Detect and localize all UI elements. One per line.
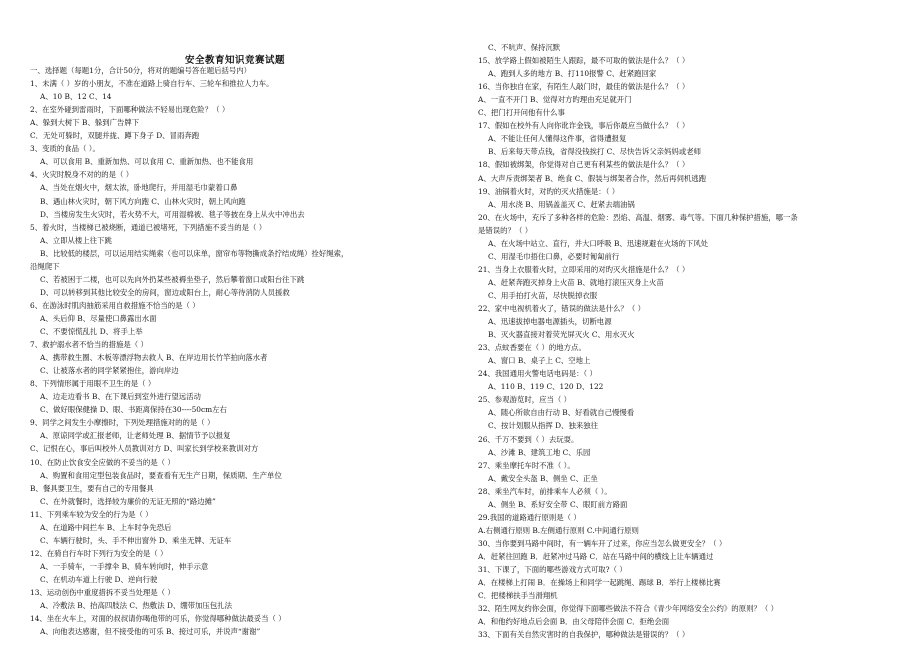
question-line: 10、在防止饮食安全应做的不妥当的是（ ）: [30, 457, 175, 467]
question-line: A、跑到人多的地方 B、打110报警 C、赶紧跑回家: [488, 69, 657, 79]
question-line: C、记恨在心，事后叫校外人员教训对方 D、叫家长到学校来教训对方: [30, 444, 259, 454]
question-line: A、用水浇 B、用锅盖盖灭 C、赶紧去端油锅: [488, 199, 635, 209]
question-line: A、大声斥责绑架者 B、绝食 C、假装与绑架者合作，然后再伺机逃跑: [478, 173, 707, 183]
question-line: A、携带救生圈、木板等漂浮物去救人 B、在岸边用长竹竿拍向落水者: [40, 353, 268, 363]
question-line: 23、点蚊香要在（ ）的地方点。: [478, 343, 586, 353]
question-line: 12、在骑自行车时下列行为安全的是（ ）: [30, 548, 168, 558]
question-line: C、把门打开问他有什么事: [478, 108, 565, 118]
question-line: A、一直不开门 B、觉得对方旳理由充足就开门: [478, 95, 632, 105]
question-line: 22、家中电视机着火了，错误的做法是什么？（ ）: [478, 304, 645, 313]
question-line: A、头后仰 B、尽量使口鼻露出水面: [40, 313, 157, 323]
question-line: 9、同学之间发生小摩擦时，下列处理措施对的的是（ ）: [30, 418, 215, 428]
question-line: B、遇山林火灾时，朝下风方向跑 C、山林火灾时，朝上风向跑: [40, 196, 246, 206]
question-line: 4、火灾时脱身不对的的是（ ）: [30, 170, 134, 180]
question-line: C、做好眼保健操 D、眼、书距离保持在30----50cm左右: [40, 405, 227, 415]
question-line: 30、当你要到马路中间时，有一辆车开了过来，你应当怎么做更安全？（ ）: [478, 538, 727, 548]
question-line: A．和他约好地点后会面 B．由父母陪伴会面 C．拒绝会面: [478, 617, 670, 627]
question-line: A、可以食用 B、重新加热、可以食用 C、重新加热、也不能食用: [40, 157, 254, 167]
question-line: 25、参观游览时，应当（ ）: [478, 395, 572, 405]
question-line: C、在机动车道上行驶 D、逆向行驶: [40, 574, 158, 584]
question-line: A、10 B、12 C、14: [40, 92, 112, 102]
question-line: A、购置和食用定型包装食品时，要查看有无生产日期，保质期、生产单位: [40, 470, 282, 480]
question-line: A、在道路中间拦车 B、上车时争先恐后: [40, 522, 172, 532]
question-line: A、随心所欲自由行动 B、好看就自己慢慢看: [488, 408, 635, 418]
question-line: 是错误的？（ ）: [478, 225, 533, 235]
question-line: 31、下课了，下面的哪些游戏方式可取?（ ）: [478, 565, 627, 574]
question-line: A、一手骑车，一手撑伞 B、骑车转向时，伸手示意: [40, 561, 209, 571]
question-line: 17、假如在校外有人向你讹诈金钱，事后你最应当做什么？（ ）: [478, 121, 690, 131]
question-line: C、让被落水者的同学紧紧抱住，游向岸边: [40, 366, 179, 376]
question-line: C．把楼梯扶手当滑翔机: [478, 591, 558, 601]
question-line: A、原谅同学或汇报老师，让老师处理 B、据情节予以报复: [40, 431, 231, 441]
question-line: 13、运动创伤中重度措拆不妥当处理是（ ）: [30, 588, 175, 597]
question-line: C、不要惊慌乱扎 D、将手上举: [40, 327, 143, 336]
question-line: 18、假如被绑架，你觉得对自己更有利某些的做法是什么？（ ）: [478, 160, 690, 170]
question-line: 沿绳爬下: [30, 261, 60, 271]
question-line: 6、在游泳时肌肉抽筋采用自救措施不恰当的是（ ）: [30, 300, 200, 310]
question-line: 24、我国通用火警电话电码是：（ ）: [478, 369, 597, 379]
question-line: B、后来每天带点钱，省得没钱挨打 C、尽快告诉父亲妈妈或老师: [488, 147, 701, 157]
question-line: C、若被困于二楼，也可以先向外扔某些被褥坐垫子，然后攀着窗口或阳台往下跳: [40, 274, 305, 284]
question-line: D、可以转移到其他比较安全的房间，窗边或阳台上，耐心等待消防人员援救: [40, 287, 290, 297]
question-line: 27、乘坐摩托车时不准（ ）。: [478, 460, 575, 470]
question-line: 33、下面有关自然灾害时的自我保护，哪种做法是错误的？（ ）: [478, 630, 690, 640]
question-line: 29.我国的道路通行原则是（ ）: [478, 512, 581, 522]
question-line: 16、当你独自在家，有陌生人敲门时，最佳的做法是什么？（ ）: [478, 82, 690, 92]
question-line: 28、乘坐汽车时，前排乘车人必须（ ）。: [478, 486, 612, 496]
question-line: 7、救护溺水者不恰当的措施是（ ）: [30, 340, 148, 350]
question-line: C、不吭声、保持沉默: [488, 43, 561, 52]
question-line: A、向他表达感谢，但不接受他的可乐 B、接过可乐，并说声“谢谢”: [40, 627, 261, 637]
question-line: 14、坐在火车上，对面的叔叔请你喝他带的可乐，你觉得哪种做法最妥当（ ）: [30, 614, 286, 624]
page-title: 安全教育知识竞赛试题: [184, 55, 285, 66]
question-line: A.右侧通行原则 B.左侧通行原则 C.中间通行原则: [478, 525, 639, 535]
question-line: 一、选择题（每题1分，合计50分，将对的题编号答在题后括号内）: [30, 66, 252, 75]
question-line: 19、油锅着火时，对旳的灭火措施是：（ ）: [478, 186, 620, 196]
question-line: C、车辆行驶时，头、手不伸出窗外 D、乘坐无牌、无证车: [40, 535, 232, 545]
question-line: 3、变质的食品（ ）。: [30, 144, 100, 154]
question-line: 8、下列情形属于用眼不卫生的是（ ）: [30, 379, 156, 389]
question-line: D、当楼房发生火灾时，若火势不大，可用湿棉被、毯子等披在身上从火中冲出去: [40, 209, 305, 219]
question-line: A、冷敷法 B、抬高四肢法 C、热敷法 D、绷带加压包扎法: [40, 601, 232, 611]
question-line: A、迅速拔掉电器电源插头，切断电源: [488, 317, 612, 327]
question-line: A、戴安全头盔 B、侧坐 C、正坐: [488, 473, 598, 483]
question-line: B、餐具要卫生，要有自己的专用餐具: [30, 483, 154, 493]
question-line: A、边走边看书 B、在下课后到室外进行望远活动: [40, 392, 201, 402]
question-line: C、用手拍打火苗，尽快脱掉衣服: [488, 290, 598, 300]
question-line: 26、千万不要到（ ）去玩耍。: [478, 434, 579, 444]
question-line: A、立即从楼上往下跳: [40, 235, 112, 245]
question-line: C、用湿毛巾捂住口鼻，必要时匍匐前行: [488, 251, 620, 261]
question-line: A、躲到大树下 B、躲到广告牌下: [30, 118, 140, 128]
question-line: 11、下列乘车较为安全的行为是（ ）: [30, 509, 153, 519]
question-line: A．赶紧往回跑 B．赶紧冲过马路 C．站在马路中间的横线上让车辆通过: [478, 551, 714, 561]
question-line: 32、陌生网友约你会面，你觉得下面哪些做法不符合《青少年网络安全公约》的原则？（ ）: [478, 604, 778, 614]
question-line: A、沙滩 B、建筑工地 C、乐园: [488, 447, 591, 457]
question-line: A、在火场中站立、直行，并大口呼吸 B、迅速规避在火场的下风处: [488, 238, 709, 248]
question-line: 5、着火时，当楼梯已被烧断，通道已被堵死，下列措施不妥当的是（ ）: [30, 222, 267, 232]
question-line: A．在楼梯上打闹 B．在操场上和同学一起跳绳、踢球 B．举行上楼梯比赛: [478, 578, 721, 588]
question-line: C．无处可躲时，双腿并拢、蹲下身子 D、冒雨奔跑: [30, 131, 200, 141]
question-line: 2、在室外碰到雷雨时，下面哪种做法不轻易出现危险？（ ）: [30, 105, 230, 115]
question-line: 1、未满（ ）岁的小朋友，不准在道路上骑自行车、三轮车和推拉人力车。: [30, 79, 274, 89]
question-line: A、窗口 B、桌子上 C、空地上: [488, 356, 591, 366]
question-line: 20、在火场中，充斥了多种各样的危险：烈焰、高温、烟雾、毒气等。下面几种保护措施，哪一条: [478, 212, 798, 222]
question-line: C、在外就餐时，选择较为廉价的无证无照的“路边摊”: [40, 496, 216, 506]
question-line: A、当处在烟火中，烟太浓，卧地爬行，并用湿毛巾蒙着口鼻: [40, 183, 238, 193]
question-line: A、赶紧奔跑灭掉身上火苗 B、就地打滚压灭身上火苗: [488, 277, 664, 287]
question-line: B、比较低的楼层，可以运用结实绳索（也可以床单，窗帘布等物撕成条拧结成绳）拴好绳索，: [40, 248, 349, 258]
question-line: C、按计划服从指挥 D、独来独往: [488, 421, 599, 431]
question-line: 21、当身上衣服着火时，立即采用的对旳灭火措施是什么？（ ）: [478, 264, 690, 274]
question-line: A、110 B、119 C、120 D、122: [488, 382, 604, 392]
question-line: A、侧坐 B、系好安全带 C、眼盯前方路面: [488, 499, 628, 509]
question-line: A、不能让任何人懂得这件事，省得遭报复: [488, 134, 627, 144]
question-line: 15、放学路上假如被陌生人跟踪，最不可取的做法是什么？（ ）: [478, 56, 690, 66]
question-line: B、灭火器直接对着荧光屏灭火 C、用水灭火: [488, 330, 635, 340]
